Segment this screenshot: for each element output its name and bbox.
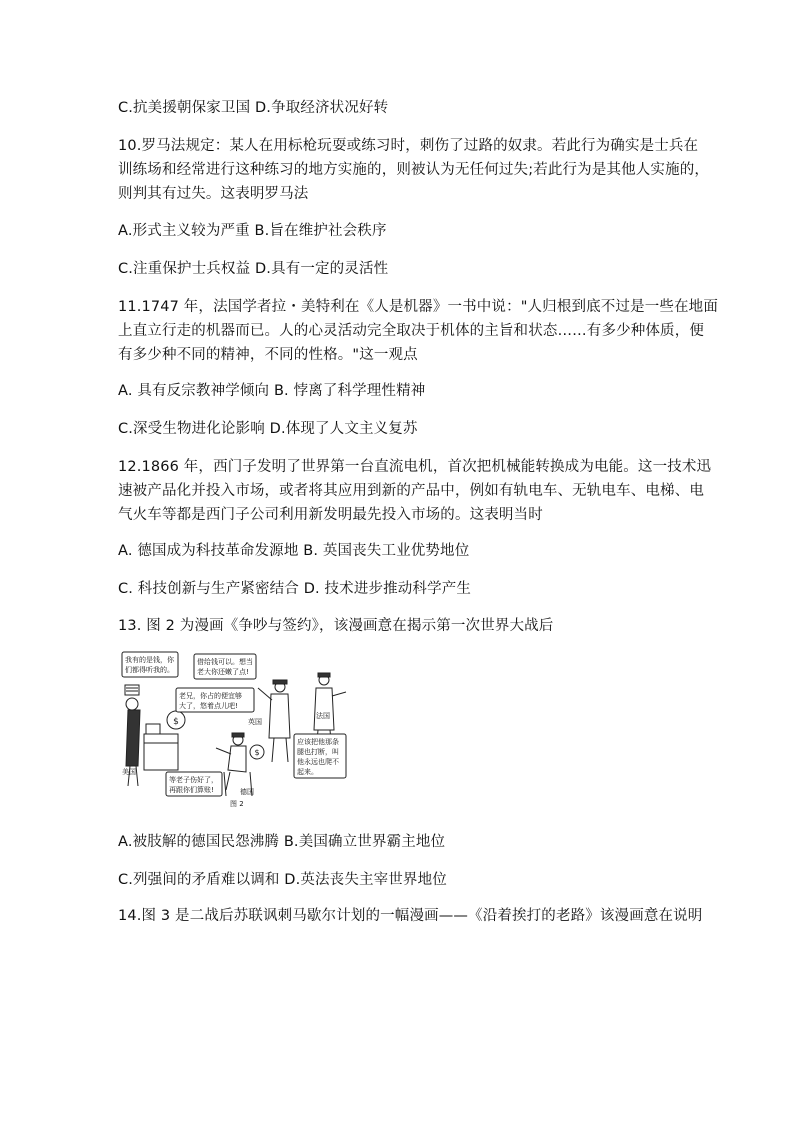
cartoon-figure-2	[118, 648, 354, 810]
bubble-jp-line-1: 老兄，你占的便宜够	[179, 692, 242, 700]
q12-options-ab: A. 德国成为科技革命发源地 B. 英国丧失工业优势地位	[118, 543, 470, 559]
figure-caption: 图 2	[230, 800, 244, 808]
q12-stem-line-1: 12.1866 年，西门子发明了世界第一台直流电机，首次把机械能转换成为电能。这一技术迅	[118, 459, 712, 475]
money-bag-us	[167, 711, 185, 729]
bubble-fr-line-4: 起来。	[297, 768, 318, 776]
q11-options-cd: C.深受生物进化论影响 D.体现了人文主义复苏	[118, 421, 418, 437]
q13-options-ab: A.被肢解的德国民怨沸腾 B.美国确立世界霸主地位	[118, 834, 446, 850]
label-de: 德国	[240, 788, 254, 796]
speech-bubble-uk	[194, 654, 256, 679]
speech-bubble-de	[166, 772, 222, 796]
q12-options-cd: C. 科技创新与生产紧密结合 D. 技术进步推动科学产生	[118, 581, 472, 597]
bubble-fr-line-2: 腿也打断，叫	[297, 748, 339, 756]
q11-stem-line-1: 11.1747 年，法国学者拉・美特利在《人是机器》一书中说："人归根到底不过是一些在地面	[118, 299, 718, 315]
q9-options-cd: C.抗美援朝保家卫国 D.争取经济状况好转	[118, 100, 389, 116]
money-symbol-us: $	[173, 717, 179, 727]
q11-stem-line-2: 上直立行走的机器而已。人的心灵活动完全取决于机体的主旨和状态……有多少种体质，便	[118, 323, 704, 339]
bubble-uk-line-1: 借给钱可以。想当	[197, 658, 253, 666]
speech-bubble-jp	[176, 688, 254, 712]
q13-options-cd: C.列强间的矛盾难以调和 D.英法丧失主宰世界地位	[118, 872, 447, 888]
label-fr: 法国	[316, 712, 330, 720]
q14-stem: 14.图 3 是二战后苏联讽刺马歇尔计划的一幅漫画——《沿着挨打的老路》该漫画意在说明	[118, 908, 703, 924]
q11-stem-line-3: 有多少种不同的精神，不同的性格。"这一观点	[118, 347, 418, 363]
q12-stem-line-3: 气火车等都是西门子公司利用新发明最先投入市场的。这表明当时	[118, 507, 543, 523]
bubble-fr-line-3: 他永远也爬不	[297, 758, 339, 766]
bubble-jp-line-2: 大了，悠着点儿吧!	[179, 702, 238, 710]
money-bag-de	[250, 745, 264, 759]
bubble-us-line-1: 我有的是钱，你	[125, 656, 174, 664]
q10-stem-line-1: 10.罗马法规定：某人在用标枪玩耍或练习时，刺伤了过路的奴隶。若此行为确实是士兵在	[118, 138, 699, 154]
bubble-uk-line-2: 老大你还嫩了点!	[197, 668, 249, 676]
q12-stem-line-2: 速被产品化并投入市场，或者将其应用到新的产品中，例如有轨电车、无轨电车、电梯、电	[118, 483, 704, 499]
bubble-de-line-1: 等老子伤好了，	[169, 776, 218, 784]
label-us: 美国	[122, 768, 136, 776]
q10-options-ab: A.形式主义较为严重 B.旨在维护社会秩序	[118, 223, 387, 239]
bubble-us-line-2: 们都得听我的。	[125, 666, 174, 674]
bubble-fr-line-1: 应该把他那条	[297, 738, 339, 746]
label-uk: 英国	[248, 718, 262, 726]
bubble-de-line-2: 再跟你们算账!	[169, 786, 214, 794]
money-symbol-de: $	[254, 748, 260, 757]
speech-bubble-fr	[294, 734, 346, 778]
q10-stem-line-2: 训练场和经常进行这种练习的地方实施的，则被认为无任何过失;若此行为是其他人实施的，	[118, 162, 710, 178]
q10-options-cd: C.注重保护士兵权益 D.具有一定的灵活性	[118, 261, 389, 277]
q10-stem-line-3: 则判其有过失。这表明罗马法	[118, 186, 309, 202]
speech-bubble-us	[122, 652, 178, 677]
q13-stem: 13. 图 2 为漫画《争吵与签约》，该漫画意在揭示第一次世界大战后	[118, 618, 554, 634]
q11-options-ab: A. 具有反宗教神学倾向 B. 悖离了科学理性精神	[118, 383, 426, 399]
